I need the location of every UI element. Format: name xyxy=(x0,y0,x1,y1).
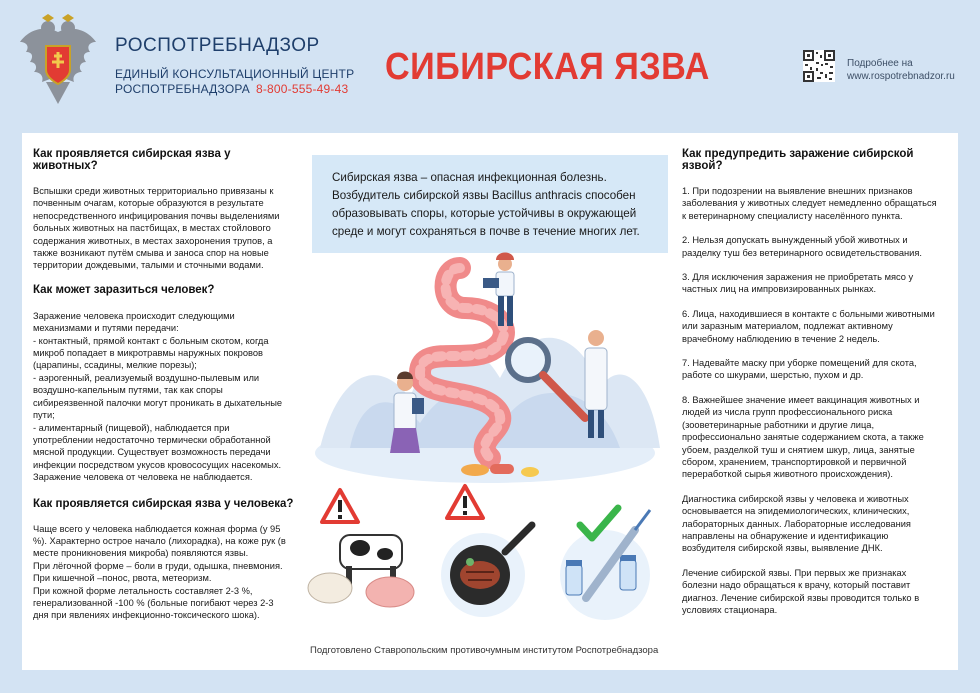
left-column xyxy=(33,148,295,622)
section-animals-title: Как проявляется сибирская язва у животных? xyxy=(33,148,231,172)
prevention-item-8: 8. Важнейшее значение имеет вакцинация животных и людей из числа групп профессионального риска (зооветеринарные работники и другие лица, профессионально занятые содержанием скота, а также убоем, разделкой туш и снятием шкур, лица, занятые сбором, хранением, транспортировкой и первичной переработкой сырья животного происхождения). xyxy=(682,394,924,480)
risk-icons-row xyxy=(300,480,670,630)
section-human-symptoms-title: Как проявляется сибирская язва у человека? xyxy=(33,497,294,510)
warning-livestock-icon xyxy=(308,490,414,607)
header xyxy=(0,0,980,130)
org-name: РОСПОТРЕБНАДЗОР xyxy=(115,35,320,56)
intestine-illustration xyxy=(300,248,670,488)
website-link[interactable]: www.rospotrebnadzor.ru xyxy=(847,71,955,82)
warning-meat-icon xyxy=(441,486,532,617)
intro-text: Сибирская язва – опасная инфекционная болезнь. Возбудитель сибирской язвы Bacillus anthracis способен образовывать споры, которые устойчивы в окружающей среде и могут сохраняться в почве в течение многих лет. xyxy=(332,171,640,238)
prevention-item-7: 7. Надевайте маску при уборке помещений для скота, работе со шкурами, шерстью, пухом и др. xyxy=(682,358,917,381)
more-info-label: Подробнее на xyxy=(847,58,913,69)
section-prevention-title: Как предупредить заражение сибирской язвой? xyxy=(682,148,914,172)
page-title: СИБИРСКАЯ ЯЗВА xyxy=(385,46,710,88)
right-column xyxy=(682,148,944,616)
intro-box xyxy=(312,155,668,253)
section-human-symptoms-text: Чаще всего у человека наблюдается кожная форма (у 95 %). Характерно острое начало (лихорадка), на коже рук (в месте проникновения микроба) появляются язвы. При лёгочной форме – боли в груди, одышка, пневмония. При кишечной –понос, рвота, метеоризм. При кожной форме летальность составляет 2-3 %, генерализованной -100 % (больные погибают через 2-3 дня при явлениях инфекционно-токсического шока). xyxy=(33,523,286,621)
org-line-2 xyxy=(115,82,348,96)
section-animals-text: Вспышки среди животных территориально привязаны к почвенным очагам, которые образуются в результате непосредственного инфицирования почвы выделениями больных животных на пастбищах, в местах стойлового содержания животных, в местах захоронения трупов, а также возникают путём смыва и заноса спор на новые территории дождевыми, талыми и сточными водами. xyxy=(33,186,280,271)
section-human-infection-title: Как может заразиться человек? xyxy=(33,283,215,296)
diagnostics-text: Диагностика сибирской язвы у человека и животных основывается на эпидемиологических, клинических, лабораторных данных. Лабораторные исследования направлены на обнаружение и идентификацию возбудителя сибирской язвы, выявление ДНК. xyxy=(682,493,911,554)
qr-code-icon[interactable] xyxy=(803,50,835,82)
section-human-infection-text: Заражение человека происходит следующими механизмами и путями передачи: - контактный, прямой контакт с больным скотом, когда микроб попадает в микротравмы наружных покровов (царапины, ссадины, мелкие порезы); - аэрогенный, реализуемый воздушно-пылевым или воздушно-капельным путями, так как споры сибиреязвенной палочки могут проникать в дыхательные пути; - алиментарный (пищевой), наблюдается при употреблении недостаточно термически обработанной мясной продукции. Существует возможность передачи инфекции посредством укусов кровососущих насекомых. Заражение человека от человека не наблюдается. xyxy=(33,310,283,483)
prevention-item-2: 2. Нельзя допускать вынужденный убой животных и разделку туш без ветеринарного освидетельствования. xyxy=(682,235,922,258)
eagle-emblem-icon xyxy=(16,12,100,112)
prevention-item-3: 3. Для исключения заражения не приобретать мясо у частных лиц на импровизированных рынках. xyxy=(682,272,914,295)
org-line-2-text: РОСПОТРЕБНАДЗОРА xyxy=(115,82,250,96)
prevention-item-1: 1. При подозрении на выявление внешних признаков заболевания у животных следует немедленно обращаться к ветеринарному специалисту населённого пункта. xyxy=(682,186,937,221)
prevention-item-6: 6. Лица, находившиеся в контакте с больными животными или заразным материалом, подлежат активному врачебному наблюдению в течение 2 недель. xyxy=(682,308,935,344)
footer-credit: Подготовлено Ставропольским противочумным институтом Роспотребнадзора xyxy=(310,645,659,656)
hotline-phone[interactable]: 8-800-555-49-43 xyxy=(255,82,349,96)
treatment-text: Лечение сибирской язвы. При первых же признаках болезни надо обращаться к врачу, который поставит диагноз. Лечение сибирской язвы проводится только в условиях стационара. xyxy=(682,567,920,615)
vaccine-syringe-icon xyxy=(560,508,650,620)
org-line-1: ЕДИНЫЙ КОНСУЛЬТАЦИОННЫЙ ЦЕНТР xyxy=(115,67,355,81)
